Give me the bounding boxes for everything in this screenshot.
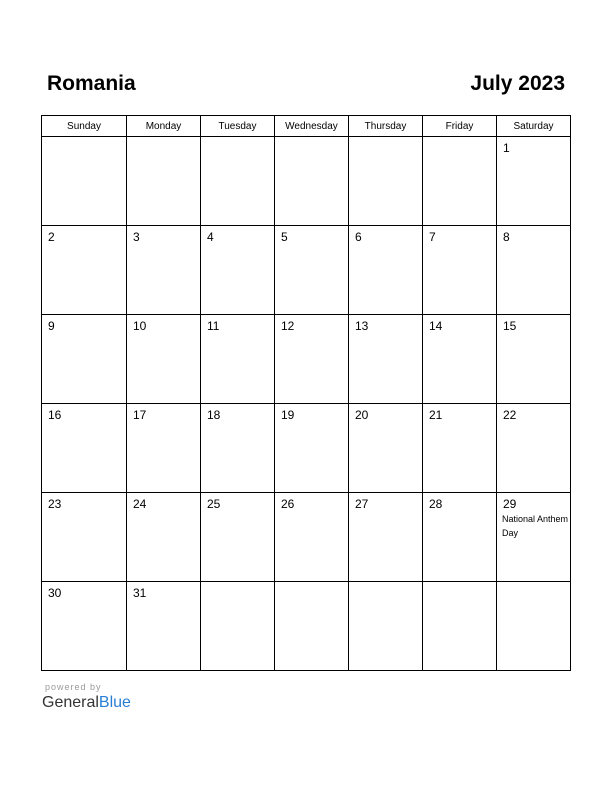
calendar-day-cell xyxy=(423,493,497,582)
calendar-day-cell xyxy=(423,226,497,315)
weekday-header: Tuesday xyxy=(201,116,275,137)
calendar-day-cell xyxy=(497,315,571,404)
day-number: 31 xyxy=(133,586,147,600)
powered-by-label: powered by xyxy=(45,682,102,692)
calendar-day-cell xyxy=(42,315,127,404)
calendar-day-cell xyxy=(42,493,127,582)
day-number: 3 xyxy=(133,230,140,244)
day-number: 5 xyxy=(281,230,288,244)
day-number: 7 xyxy=(429,230,436,244)
day-number: 18 xyxy=(207,408,221,422)
calendar-day-cell xyxy=(275,315,349,404)
day-number: 30 xyxy=(48,586,62,600)
calendar-day-cell xyxy=(349,493,423,582)
calendar-day-cell xyxy=(497,493,571,582)
day-number: 11 xyxy=(207,319,220,333)
generalblue-logo[interactable] xyxy=(42,694,131,712)
calendar-empty-cell xyxy=(201,137,275,226)
day-number: 2 xyxy=(48,230,55,244)
day-number: 27 xyxy=(355,497,369,511)
calendar-day-cell xyxy=(42,226,127,315)
calendar-country-title: Romania xyxy=(47,72,136,95)
day-number: 21 xyxy=(429,408,443,422)
calendar-day-cell xyxy=(201,226,275,315)
calendar-day-cell xyxy=(497,404,571,493)
day-number: 29 xyxy=(503,497,517,511)
day-number: 8 xyxy=(503,230,510,244)
day-number: 12 xyxy=(281,319,295,333)
day-number: 16 xyxy=(48,408,62,422)
logo-text-blue: Blue xyxy=(98,694,131,711)
day-number: 20 xyxy=(355,408,369,422)
calendar-week-row xyxy=(42,315,571,404)
day-number: 25 xyxy=(207,497,221,511)
day-number: 19 xyxy=(281,408,295,422)
calendar-day-cell xyxy=(127,582,201,671)
calendar-week-row xyxy=(42,493,571,582)
month-calendar-grid xyxy=(41,115,571,671)
calendar-day-cell xyxy=(423,315,497,404)
weekday-header: Wednesday xyxy=(275,116,349,137)
day-number: 9 xyxy=(48,319,55,333)
day-number: 24 xyxy=(133,497,147,511)
calendar-empty-cell xyxy=(42,137,127,226)
calendar-day-cell xyxy=(201,493,275,582)
calendar-day-cell xyxy=(127,226,201,315)
calendar-day-cell xyxy=(497,137,571,226)
calendar-day-cell xyxy=(497,226,571,315)
calendar-empty-cell xyxy=(349,137,423,226)
calendar-day-cell xyxy=(275,404,349,493)
day-number: 22 xyxy=(503,408,517,422)
logo-text-general: General xyxy=(42,694,99,711)
weekday-header: Saturday xyxy=(497,116,571,137)
day-number: 26 xyxy=(281,497,295,511)
calendar-day-cell xyxy=(42,404,127,493)
day-number: 14 xyxy=(429,319,443,333)
calendar-empty-cell xyxy=(275,137,349,226)
calendar-day-cell xyxy=(275,493,349,582)
calendar-day-cell xyxy=(275,226,349,315)
calendar-empty-cell xyxy=(497,582,571,671)
calendar-day-cell xyxy=(127,493,201,582)
calendar-empty-cell xyxy=(275,582,349,671)
calendar-empty-cell xyxy=(201,582,275,671)
calendar-day-cell xyxy=(201,404,275,493)
day-number: 6 xyxy=(355,230,362,244)
calendar-day-cell xyxy=(423,404,497,493)
day-number: 28 xyxy=(429,497,443,511)
day-number: 10 xyxy=(133,319,147,333)
calendar-empty-cell xyxy=(349,582,423,671)
day-number: 17 xyxy=(133,408,147,422)
calendar-week-row xyxy=(42,226,571,315)
calendar-empty-cell xyxy=(423,582,497,671)
calendar-day-cell xyxy=(201,315,275,404)
day-number: 15 xyxy=(503,319,517,333)
calendar-week-row xyxy=(42,582,571,671)
weekday-header-row xyxy=(42,116,571,137)
calendar-day-cell xyxy=(349,315,423,404)
weekday-header: Thursday xyxy=(349,116,423,137)
weekday-header: Monday xyxy=(127,116,201,137)
calendar-day-cell xyxy=(349,226,423,315)
calendar-week-row xyxy=(42,404,571,493)
calendar-day-cell xyxy=(127,404,201,493)
calendar-day-cell xyxy=(349,404,423,493)
holiday-label: National Anthem Day xyxy=(502,514,569,538)
calendar-empty-cell xyxy=(423,137,497,226)
weekday-header: Friday xyxy=(423,116,497,137)
calendar-month-title: July 2023 xyxy=(470,72,565,95)
day-number: 23 xyxy=(48,497,62,511)
day-number: 4 xyxy=(207,230,214,244)
day-number: 1 xyxy=(503,141,510,155)
calendar-week-row xyxy=(42,137,571,226)
calendar-day-cell xyxy=(127,315,201,404)
day-number: 13 xyxy=(355,319,369,333)
calendar-empty-cell xyxy=(127,137,201,226)
calendar-day-cell xyxy=(42,582,127,671)
weekday-header: Sunday xyxy=(42,116,127,137)
